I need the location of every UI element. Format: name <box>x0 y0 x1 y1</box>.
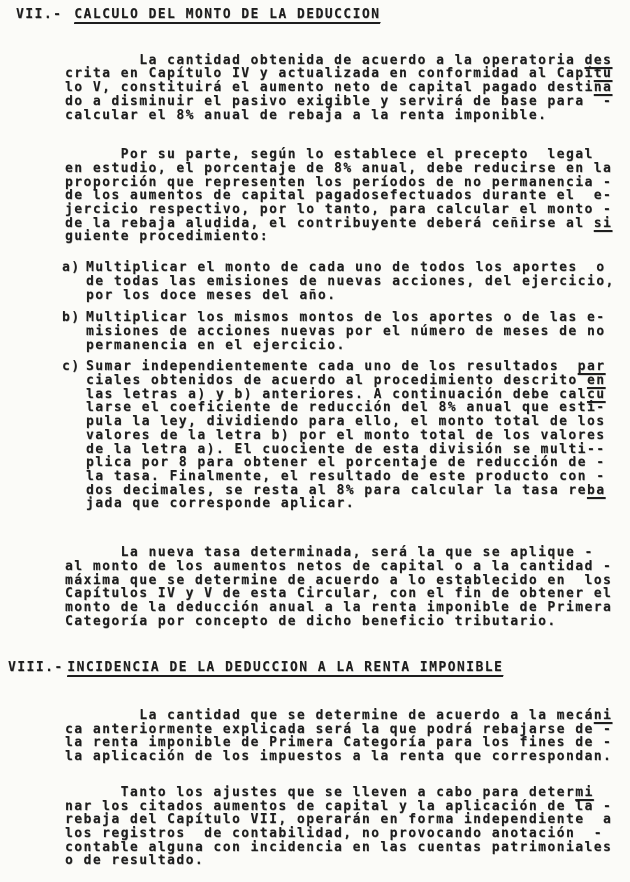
text-lines <box>65 54 630 123</box>
text-lines <box>86 261 630 302</box>
hyphenation-underline: si <box>593 215 613 231</box>
text-line: valores de la letra b) por el monto total de los valores <box>86 427 606 443</box>
text-line: Tanto los ajustes que se lleven a cabo para determi <box>65 784 594 800</box>
text-line: por los doce meses del año. <box>86 287 337 303</box>
paragraph <box>65 148 630 244</box>
paragraph <box>65 546 630 628</box>
text-lines <box>65 709 630 764</box>
text-line: larse el coeficiente de reducción del 8% anual que esti- <box>86 400 606 416</box>
heading-number: VII.- <box>16 7 63 22</box>
hyphenation-underline: mi <box>575 784 594 800</box>
list-item-b <box>62 311 630 352</box>
text-line: pula la ley, dividiendo para ello, el monto total de los <box>86 414 606 430</box>
text-line: las letras a) y b) anteriores. A continuación debe calcu <box>86 386 606 402</box>
heading-number: VIII.- <box>8 660 64 676</box>
text-line: rebaja del Capítulo VII, operarán en forma independiente a <box>65 812 613 828</box>
text-line: la tasa. Finalmente, el resultado de este producto con - <box>86 468 606 484</box>
paragraph <box>65 709 630 764</box>
text-line: de la letra a). El cuociente de esta división se multi-- <box>86 441 606 457</box>
text-line: Capítulos IV y V de esta Circular, con el fin de obtener el <box>65 586 613 602</box>
text-line: Por su parte, según lo establece el precepto legal <box>65 147 594 163</box>
heading-title: INCIDENCIA DE LA DEDUCCION A LA RENTA IMPONIBLE <box>67 660 504 676</box>
text-line: Multiplicar los mismos montos de los aportes o de las e- <box>86 310 606 326</box>
text-line: la renta imponible de Primera Categoría para los fines de - <box>65 735 613 751</box>
text-line: de la rebaja aludida, el contribuyente deberá ceñirse al si <box>65 215 613 231</box>
list-marker: a) <box>62 260 81 276</box>
hyphenation-underline: tu <box>593 66 613 82</box>
text-line: de todas las emisiones de nuevas acciones, del ejercicio, <box>86 273 615 289</box>
heading-title: CALCULO DEL MONTO DE LA DEDUCCION <box>74 7 381 22</box>
hyphenation-underline: na <box>593 80 613 96</box>
heading-gap <box>58 660 67 675</box>
text-line: al monto de los aumentos netos de capital o a la cantidad - <box>65 558 613 574</box>
text-line: ciales obtenidos de acuerdo al procedimiento descrito en <box>86 373 606 389</box>
hyphenation-underline: ba <box>586 482 606 498</box>
hyphenation-underline: cu <box>586 386 606 402</box>
text-line: monto de la deducción anual a la renta imponible de Primera <box>65 599 613 615</box>
text-line: do a disminuir el pasivo exigible y servirá de base para - <box>65 93 613 109</box>
text-line: máxima que se determine de acuerdo a lo establecido en los <box>65 572 613 588</box>
text-lines <box>86 311 630 352</box>
section-heading <box>8 661 630 675</box>
text-line: calcular el 8% anual de rebaja a la renta imponible. <box>65 107 548 123</box>
text-lines <box>65 148 630 244</box>
text-line: jada que corresponde aplicar. <box>86 496 356 512</box>
list-marker: b) <box>62 310 81 326</box>
text-line: Multiplicar el monto de cada uno de todos los aportes o <box>86 260 606 276</box>
text-line: Categoría por concepto de dicho beneficio tributario. <box>65 613 557 629</box>
hyphenation-underline: des <box>584 52 613 68</box>
text-line: los registros de contabilidad, no provocando anotación - <box>65 825 604 841</box>
hyphenation-underline: en <box>586 373 606 389</box>
text-line: guiente procedimiento: <box>65 229 270 245</box>
text-line: dos decimales, se resta al 8% para calcular la tasa reba <box>86 482 606 498</box>
text-line: ca anteriormente explicada será la que podrá rebajarse de - <box>65 721 613 737</box>
text-line: en estudio, el porcentaje de 8% anual, debe reducirse en la <box>65 160 613 176</box>
list-marker: c) <box>62 359 81 375</box>
heading-gap <box>65 7 74 22</box>
text-line: proporción que representen los períodos de no permanencia - <box>65 174 613 190</box>
hyphenation-underline: par <box>577 359 606 375</box>
text-line: lo V, constituirá el aumento neto de capital pagado destina <box>65 80 613 96</box>
list-item-a <box>62 261 630 302</box>
text-line: jercicio respectivo, por lo tanto, para calcular el monto - <box>65 202 613 218</box>
text-line: La cantidad que se determine de acuerdo a la mecáni <box>65 708 613 724</box>
text-line: de los aumentos de capital pagadosefectuados durante el e- <box>65 188 613 204</box>
text-line: nar los citados aumentos de capital y la aplicación de la - <box>65 798 613 814</box>
text-line: Sumar independientemente cada uno de los resultados par <box>86 359 606 375</box>
text-line: La cantidad obtenida de acuerdo a la operatoria des <box>65 52 613 68</box>
section-heading <box>16 8 630 22</box>
text-line: o de resultado. <box>65 853 205 869</box>
text-line: misiones de acciones nuevas por el número de meses de no <box>86 323 606 339</box>
text-lines <box>86 360 630 511</box>
text-line: la aplicación de los impuestos a la renta que correspondan. <box>65 749 613 765</box>
text-line: crita en Capítulo IV y actualizada en conformidad al Capítu <box>65 66 613 82</box>
text-line: contable alguna con incidencia en las cuentas patrimoniales <box>65 839 613 855</box>
text-line: plica por 8 para obtener el porcentaje de reducción de - <box>86 455 606 471</box>
text-lines <box>65 546 630 628</box>
text-lines <box>65 786 630 868</box>
list-item-c <box>62 360 630 511</box>
paragraph <box>65 786 630 868</box>
text-line: La nueva tasa determinada, será la que se aplique - <box>65 545 594 561</box>
text-line: permanencia en el ejercicio. <box>86 337 346 353</box>
hyphenation-underline: ni <box>593 708 613 724</box>
paragraph <box>65 54 630 123</box>
